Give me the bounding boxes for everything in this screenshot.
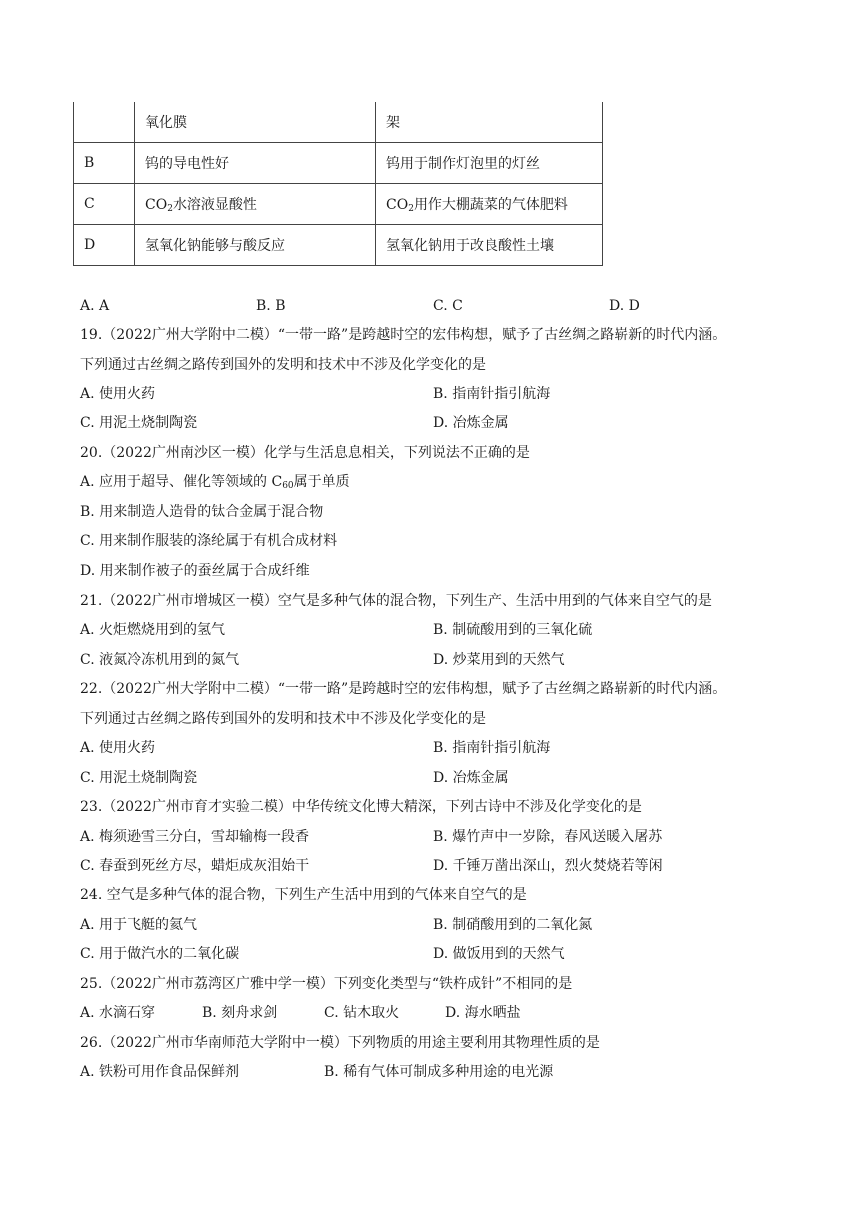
use-cell: 氢氧化钠用于改良酸性土壤 (376, 225, 603, 266)
q24-stem: 24. 空气是多种气体的混合物，下列生产生活中用到的气体来自空气的是 (80, 887, 527, 903)
q22-stem-line2: 下列通过古丝绸之路传到国外的发明和技术中不涉及化学变化的是 (80, 711, 486, 727)
q23-option-b: B. 爆竹声中一岁除，春风送暖入屠苏 (433, 829, 663, 845)
q22-option-b: B. 指南针指引航海 (433, 740, 551, 756)
q24-option-c: C. 用于做汽水的二氧化碳 (80, 946, 240, 962)
q19-stem-line1: 19.（2022广州大学附中二模）“一带一路”是跨越时空的宏伟构想，赋予了古丝绸之路崭新的时代内涵。 (80, 327, 727, 343)
q26-option-b: B. 稀有气体可制成多种用途的电光源 (324, 1064, 554, 1080)
q21-option-a: A. 火炬燃烧用到的氢气 (80, 622, 226, 638)
q25-option-c: C. 钻木取火 (324, 1005, 400, 1021)
property-cell: 氢氧化钠能够与酸反应 (135, 225, 376, 266)
q25-option-b: B. 刻舟求剑 (202, 1005, 278, 1021)
q19-option-d: D. 冶炼金属 (433, 415, 509, 431)
q26-stem: 26.（2022广州市华南师范大学附中一模）下列物质的用途主要利用其物理性质的是 (80, 1035, 600, 1051)
q18-option-a: A. A (80, 298, 110, 314)
q24-option-d: D. 做饭用到的天然气 (433, 946, 565, 962)
row-label: D (74, 225, 135, 266)
q20-option-c: C. 用来制作服装的涤纶属于有机合成材料 (80, 533, 338, 549)
q20-stem: 20.（2022广州南沙区一模）化学与生活息息相关，下列说法不正确的是 (80, 445, 530, 461)
property-cell: 钨的导电性好 (135, 143, 376, 184)
table-row (74, 143, 603, 184)
q19-option-c: C. 用泥土烧制陶瓷 (80, 415, 198, 431)
q19-stem-line2: 下列通过古丝绸之路传到国外的发明和技术中不涉及化学变化的是 (80, 357, 486, 373)
q20-option-d: D. 用来制作被子的蚕丝属于合成纤维 (80, 563, 310, 579)
q25-option-d: D. 海水晒盐 (445, 1005, 521, 1021)
property-use-table (73, 102, 603, 266)
q25-option-a: A. 水滴石穿 (80, 1005, 156, 1021)
q21-option-b: B. 制硫酸用到的三氧化硫 (433, 622, 593, 638)
row-label (74, 102, 135, 143)
q23-stem: 23.（2022广州市育才实验二模）中华传统文化博大精深，下列古诗中不涉及化学变化的是 (80, 799, 642, 815)
q21-stem: 21.（2022广州市增城区一模）空气是多种气体的混合物，下列生产、生活中用到的气体来自空气的是 (80, 593, 712, 609)
q20-option-a: A. 应用于超导、催化等领域的 $C_{60}$属于单质 (80, 474, 350, 491)
row-label: C (74, 184, 135, 225)
q21-option-d: D. 炒菜用到的天然气 (433, 652, 565, 668)
q24-option-b: B. 制硝酸用到的二氧化氮 (433, 917, 593, 933)
q23-option-d: D. 千锤万凿出深山，烈火焚烧若等闲 (433, 858, 663, 874)
property-cell: $CO_2$水溶液显酸性 (135, 184, 376, 225)
q23-option-c: C. 春蚕到死丝方尽，蜡炬成灰泪始干 (80, 858, 310, 874)
use-cell: 架 (376, 102, 603, 143)
q22-option-a: A. 使用火药 (80, 740, 156, 756)
use-cell: 钨用于制作灯泡里的灯丝 (376, 143, 603, 184)
q18-option-c: C. C (433, 298, 463, 314)
use-cell: $CO_2$用作大棚蔬菜的气体肥料 (376, 184, 603, 225)
q20-option-b: B. 用来制造人造骨的钛合金属于混合物 (80, 504, 324, 520)
q18-option-d: D. D (609, 298, 640, 314)
q22-option-d: D. 冶炼金属 (433, 770, 509, 786)
q22-stem-line1: 22.（2022广州大学附中二模）“一带一路”是跨越时空的宏伟构想，赋予了古丝绸之路崭新的时代内涵。 (80, 681, 727, 697)
table-row (74, 102, 603, 143)
q22-option-c: C. 用泥土烧制陶瓷 (80, 770, 198, 786)
q25-stem: 25.（2022广州市荔湾区广雅中学一模）下列变化类型与“铁杵成针”不相同的是 (80, 976, 573, 992)
table-row (74, 225, 603, 266)
q19-option-b: B. 指南针指引航海 (433, 386, 551, 402)
row-label: B (74, 143, 135, 184)
q18-option-b: B. B (256, 298, 286, 314)
table-row (74, 184, 603, 225)
q19-option-a: A. 使用火药 (80, 386, 156, 402)
q24-option-a: A. 用于飞艇的氦气 (80, 917, 198, 933)
q23-option-a: A. 梅须逊雪三分白，雪却输梅一段香 (80, 829, 310, 845)
q21-option-c: C. 液氮冷冻机用到的氮气 (80, 652, 240, 668)
property-cell: 氧化膜 (135, 102, 376, 143)
q26-option-a: A. 铁粉可用作食品保鲜剂 (80, 1064, 240, 1080)
